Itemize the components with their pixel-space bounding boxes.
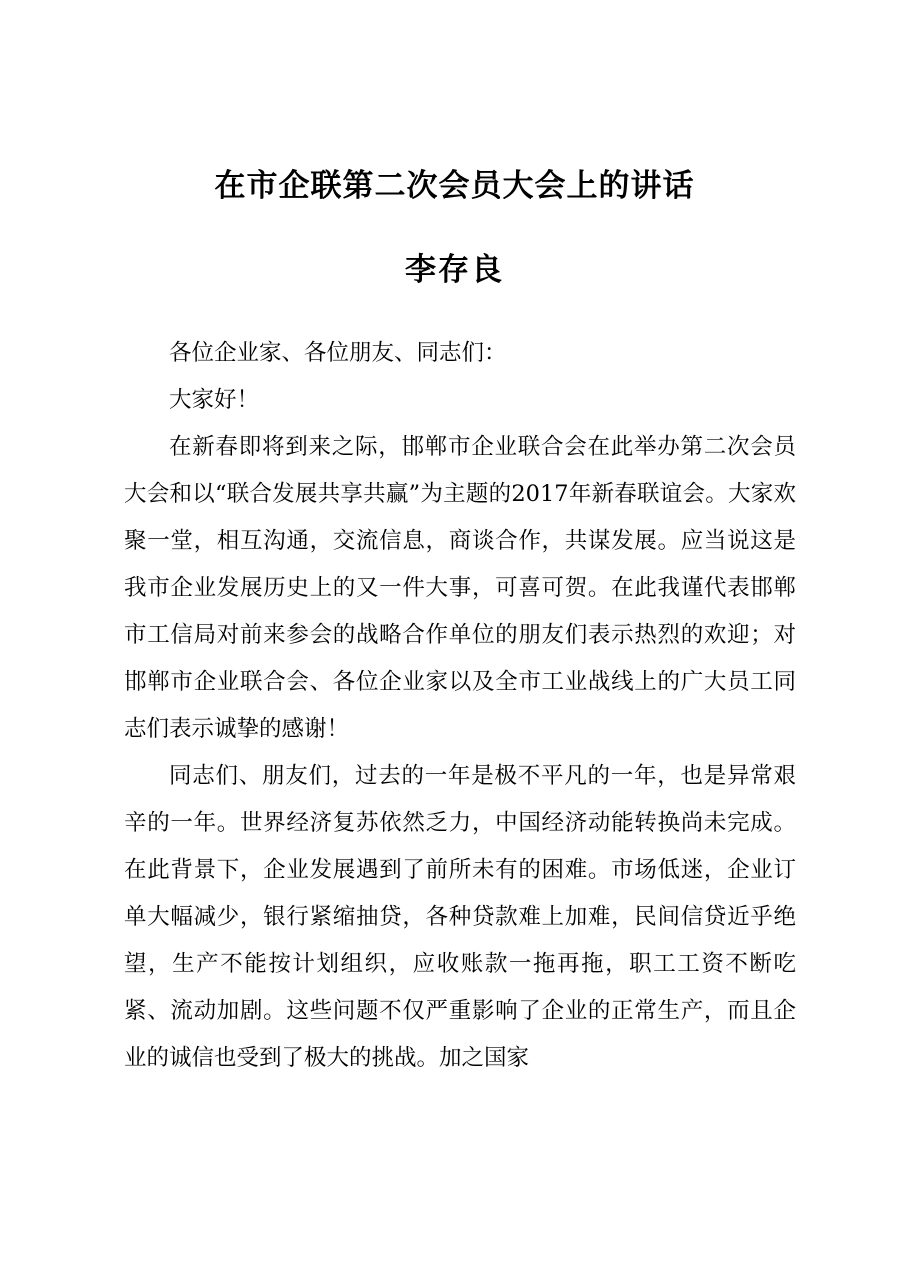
document-author: 李存良 — [405, 252, 504, 288]
body-paragraph: 同志们、朋友们，过去的一年是极不平凡的一年，也是异常艰辛的一年。世界经济复苏依然乏力，中国经济动能转换尚未完成。在此背景下，企业发展遇到了前所未有的困难。市场低迷，企业订单大幅减少，银行紧缩抽贷，各种贷款难上加难，民间信贷近乎绝望，生产不能按计划组织，应收账款一拖再拖，职工工资不断吃紧、流动加剧。这些问题不仅严重影响了企业的正常生产，而且企业的诚信也受到了极大的挑战。加之国家 — [124, 763, 796, 1071]
document-body — [124, 330, 796, 1082]
body-paragraph: 在新春即将到来之际，邯郸市企业联合会在此举办第二次会员大会和以“联合发展共享共赢”为主题的2017年新春联谊会。大家欢聚一堂，相互沟通，交流信息，商谈合作，共谋发展。应当说这是我市企业发展历史上的又一件大事，可喜可贺。在此我谨代表邯郸市工信局对前来参会的战略合作单位的朋友们表示热烈的欢迎；对邯郸市企业联合会、各位企业家以及全市工业战线上的广大员工同志们表示诚挚的感谢！ — [124, 434, 796, 742]
salutation-paragraph: 各位企业家、各位朋友、同志们： — [169, 340, 507, 366]
greeting-paragraph: 大家好！ — [169, 387, 260, 413]
document-title: 在市企联第二次会员大会上的讲话 — [214, 168, 695, 204]
